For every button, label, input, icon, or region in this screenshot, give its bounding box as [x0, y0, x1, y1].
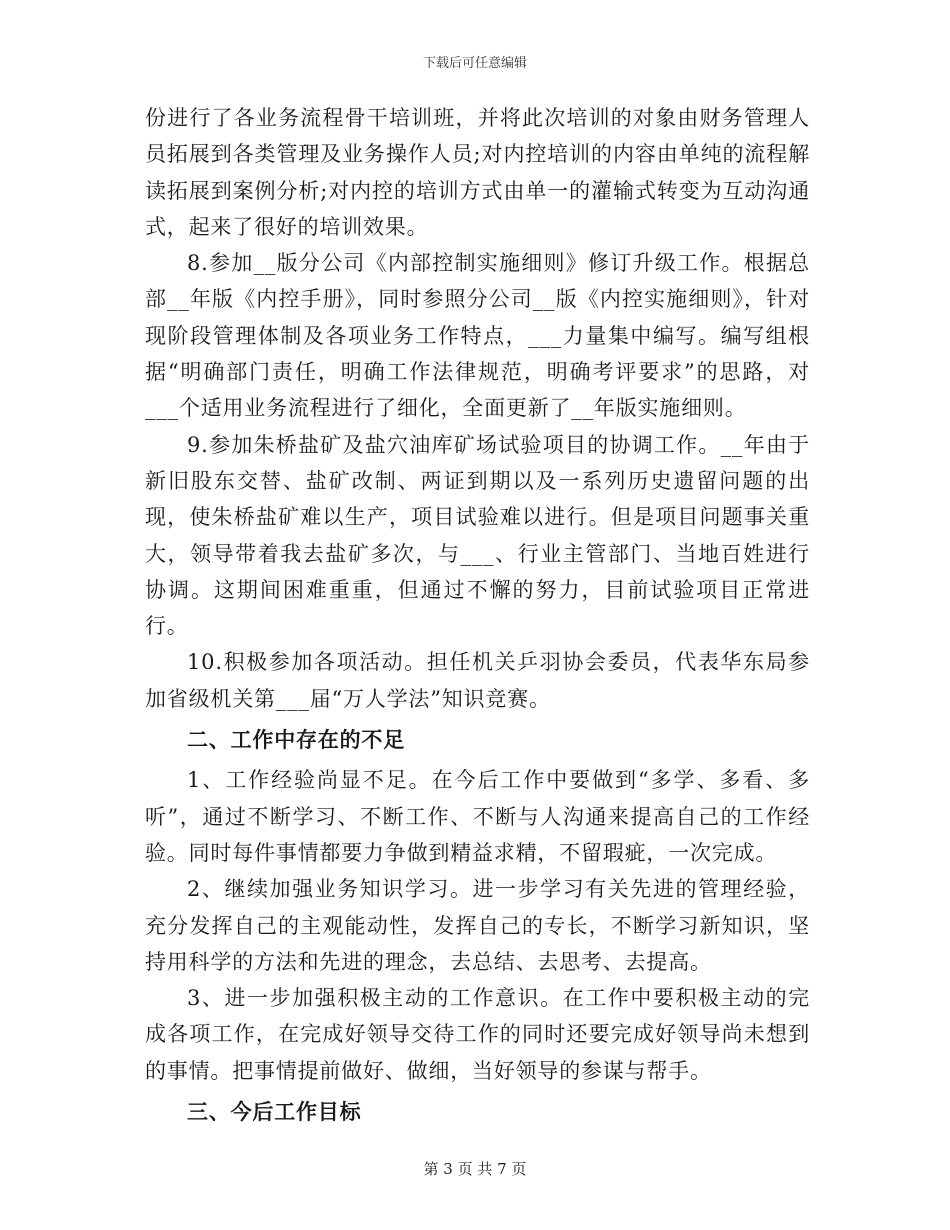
paragraph-item-9: 9.参加朱桥盐矿及盐穴油库矿场试验项目的协调工作。__年由于新旧股东交替、盐矿改制、两证到期以及一系列历史遗留问题的出现，使朱桥盐矿难以生产，项目试验难以进行。但是项目问题事关重大，领导带着我去盐矿多次，与___、行业主管部门、当地百姓进行协调。这期间困难重重，但通过不懈的努力，目前试验项目正常进行。: [145, 432, 810, 639]
paragraph-item-8: 8.参加__版分公司《内部控制实施细则》修订升级工作。根据总部__年版《内控手册》，同时参照分公司__版《内控实施细则》，针对现阶段管理体制及各项业务工作特点，___力量集中编写。编写组根据“明确部门责任，明确工作法律规范，明确考评要求”的思路，对___个适用业务流程进行了细化，全面更新了__年版实施细则。: [145, 251, 810, 421]
section-heading-goals: 三、今后工作目标: [187, 1100, 362, 1125]
paragraph-shortcoming-3: 3、进一步加强积极主动的工作意识。在工作中要积极主动的完成各项工作，在完成好领导交待工作的同时还要完成好领导尚未想到的事情。把事情提前做好、做细，当好领导的参谋与帮手。: [145, 986, 810, 1083]
paragraph-training-continued: 份进行了各业务流程骨干培训班，并将此次培训的对象由财务管理人员拓展到各类管理及业务操作人员;对内控培训的内容由单纯的流程解读拓展到案例分析;对内控的培训方式由单一的灌输式转变为互动沟通式，起来了很好的培训效果。: [145, 106, 810, 239]
page-footer: 第 3 页 共 7 页: [423, 1160, 527, 1178]
page-header: 下载后可任意编辑: [422, 56, 527, 71]
paragraph-shortcoming-1: 1、工作经验尚显不足。在今后工作中要做到“多学、多看、多听”，通过不断学习、不断工作、不断与人沟通来提高自己的工作经验。同时每件事情都要力争做到精益求精，不留瑕疵，一次完成。: [145, 768, 810, 865]
paragraph-shortcoming-2: 2、继续加强业务知识学习。进一步学习有关先进的管理经验，充分发挥自己的主观能动性，发挥自己的专长，不断学习新知识，坚持用科学的方法和先进的理念，去总结、去思考、去提高。: [145, 877, 810, 974]
document-body: [145, 100, 810, 1134]
paragraph-item-10: 10.积极参加各项活动。担任机关乒羽协会委员，代表华东局参加省级机关第___届“万人学法”知识竞赛。: [145, 650, 810, 711]
section-heading-shortcomings: 二、工作中存在的不足: [187, 728, 405, 753]
